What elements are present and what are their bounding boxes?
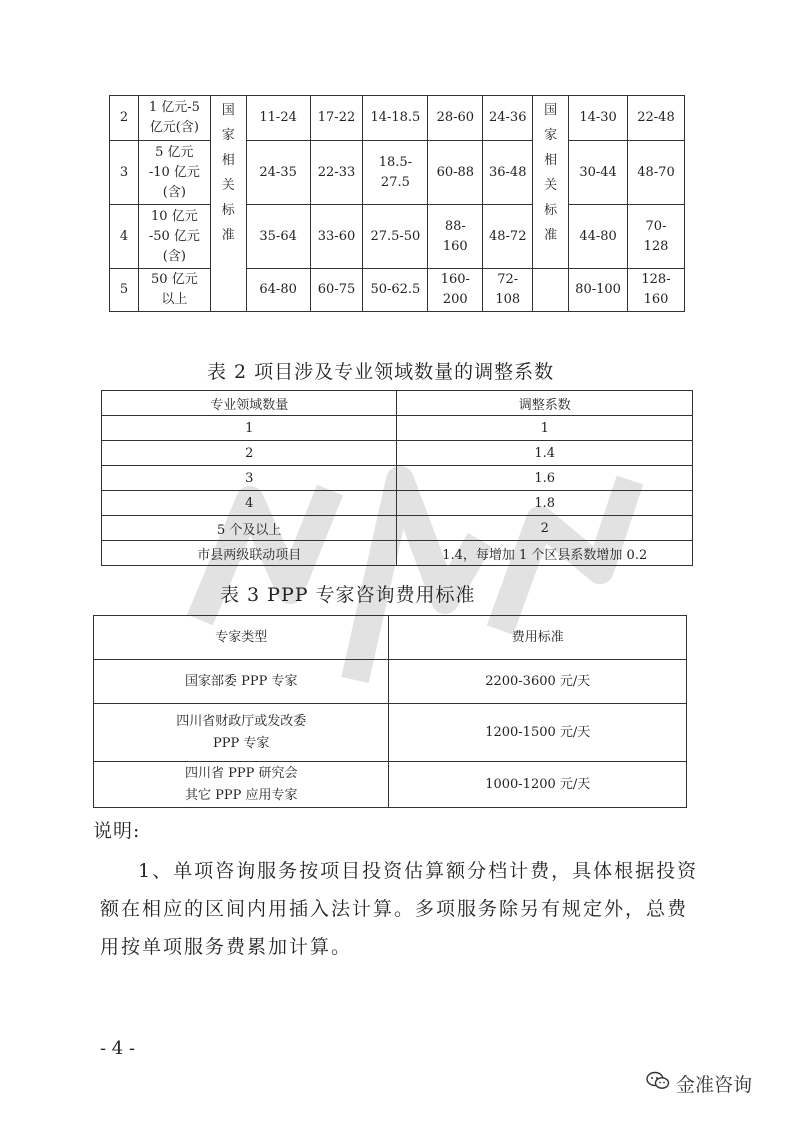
- table-cell: 48-70: [628, 141, 685, 205]
- table-row: [110, 269, 685, 312]
- fee-standard: 1200-1500 元/天: [389, 704, 687, 762]
- national-standard-merged-cell: 国 家 相 关 标 准: [533, 96, 569, 269]
- column-header: 专家类型: [94, 616, 389, 660]
- table2-caption: 表 2 项目涉及专业领域数量的调整系数: [207, 361, 555, 383]
- table-cell: 2: [102, 441, 397, 466]
- column-header: 调整系数: [397, 391, 693, 416]
- table-cell: 128- 160: [628, 269, 685, 312]
- table-cell: 60-88: [428, 141, 483, 205]
- expert-fee-table: [93, 615, 687, 808]
- table-cell: 27.5-50: [363, 205, 428, 269]
- table-cell: 72- 108: [483, 269, 533, 312]
- table3-caption: 表 3 PPP 专家咨询费用标准: [220, 584, 476, 606]
- national-standard-merged-cell: 国 家 相 关 标 准: [210, 96, 246, 312]
- table-cell: 70- 128: [628, 205, 685, 269]
- table-cell: 64-80: [246, 269, 310, 312]
- table-cell: 1.4，每增加 1 个区县系数增加 0.2: [397, 541, 693, 566]
- table-cell: 33-60: [310, 205, 363, 269]
- table-cell: 36-48: [483, 141, 533, 205]
- wechat-icon: [646, 1071, 670, 1096]
- empty-cell: [533, 269, 569, 312]
- investment-range: 1 亿元-5 亿元(含): [138, 96, 210, 141]
- table-row: [94, 660, 687, 704]
- table-cell: 60-75: [310, 269, 363, 312]
- column-header: 费用标准: [389, 616, 687, 660]
- table-cell: 14-30: [569, 96, 628, 141]
- row-number: 3: [110, 141, 139, 205]
- table-cell: 3: [102, 466, 397, 491]
- brand-logo: [646, 1070, 752, 1097]
- table-cell: 35-64: [246, 205, 310, 269]
- table-cell: 50-62.5: [363, 269, 428, 312]
- table-cell: 4: [102, 491, 397, 516]
- table-row: [102, 516, 693, 541]
- notes-title: 说明:: [93, 820, 141, 842]
- table-cell: 1.6: [397, 466, 693, 491]
- expert-type: 国家部委 PPP 专家: [94, 660, 389, 704]
- table-cell: 80-100: [569, 269, 628, 312]
- brand-name: 金准咨询: [676, 1074, 753, 1096]
- investment-range: 10 亿元 -50 亿元 (含): [138, 205, 210, 269]
- table-cell: 2: [397, 516, 693, 541]
- table-row: [102, 491, 693, 516]
- adjustment-coefficient-table: [101, 390, 693, 566]
- table-row: [102, 416, 693, 441]
- table-cell: 18.5- 27.5: [363, 141, 428, 205]
- table-cell: 30-44: [569, 141, 628, 205]
- table-row: [110, 205, 685, 269]
- investment-range: 50 亿元 以上: [138, 269, 210, 312]
- table-row: [110, 96, 685, 141]
- table-cell: 5 个及以上: [102, 516, 397, 541]
- table-cell: 28-60: [428, 96, 483, 141]
- table-row: [102, 441, 693, 466]
- table-cell: 1: [102, 416, 397, 441]
- fee-standard: 1000-1200 元/天: [389, 762, 687, 808]
- table-cell: 1: [397, 416, 693, 441]
- page-number: - 4 -: [100, 1038, 136, 1059]
- row-number: 5: [110, 269, 139, 312]
- expert-type: 四川省财政厅或发改委 PPP 专家: [94, 704, 389, 762]
- table-row: [110, 141, 685, 205]
- table-cell: 市县两级联动项目: [102, 541, 397, 566]
- table-cell: 48-72: [483, 205, 533, 269]
- table-cell: 17-22: [310, 96, 363, 141]
- table-cell: 22-33: [310, 141, 363, 205]
- table-header-row: [94, 616, 687, 660]
- table-cell: 22-48: [628, 96, 685, 141]
- row-number: 4: [110, 205, 139, 269]
- table-cell: 24-36: [483, 96, 533, 141]
- table-cell: 24-35: [246, 141, 310, 205]
- table-cell: 11-24: [246, 96, 310, 141]
- notes-body: 1、单项咨询服务按项目投资估算额分档计费，具体根据投资额在相应的区间内用插入法计算。多项服务除另有规定外，总费用按单项服务费累加计算。: [100, 860, 699, 958]
- column-header: 专业领域数量: [102, 391, 397, 416]
- expert-type: 四川省 PPP 研究会 其它 PPP 应用专家: [94, 762, 389, 808]
- table-cell: 14-18.5: [363, 96, 428, 141]
- investment-range: 5 亿元 -10 亿元 (含): [138, 141, 210, 205]
- table-row: [102, 466, 693, 491]
- table-header-row: [102, 391, 693, 416]
- row-number: 2: [110, 96, 139, 141]
- table-row: [94, 762, 687, 808]
- table-cell: 160- 200: [428, 269, 483, 312]
- table-row: [94, 704, 687, 762]
- table-row: [102, 541, 693, 566]
- fee-table-continued: [109, 95, 685, 312]
- table-cell: 88- 160: [428, 205, 483, 269]
- table-cell: 44-80: [569, 205, 628, 269]
- fee-standard: 2200-3600 元/天: [389, 660, 687, 704]
- table-cell: 1.4: [397, 441, 693, 466]
- table-cell: 1.8: [397, 491, 693, 516]
